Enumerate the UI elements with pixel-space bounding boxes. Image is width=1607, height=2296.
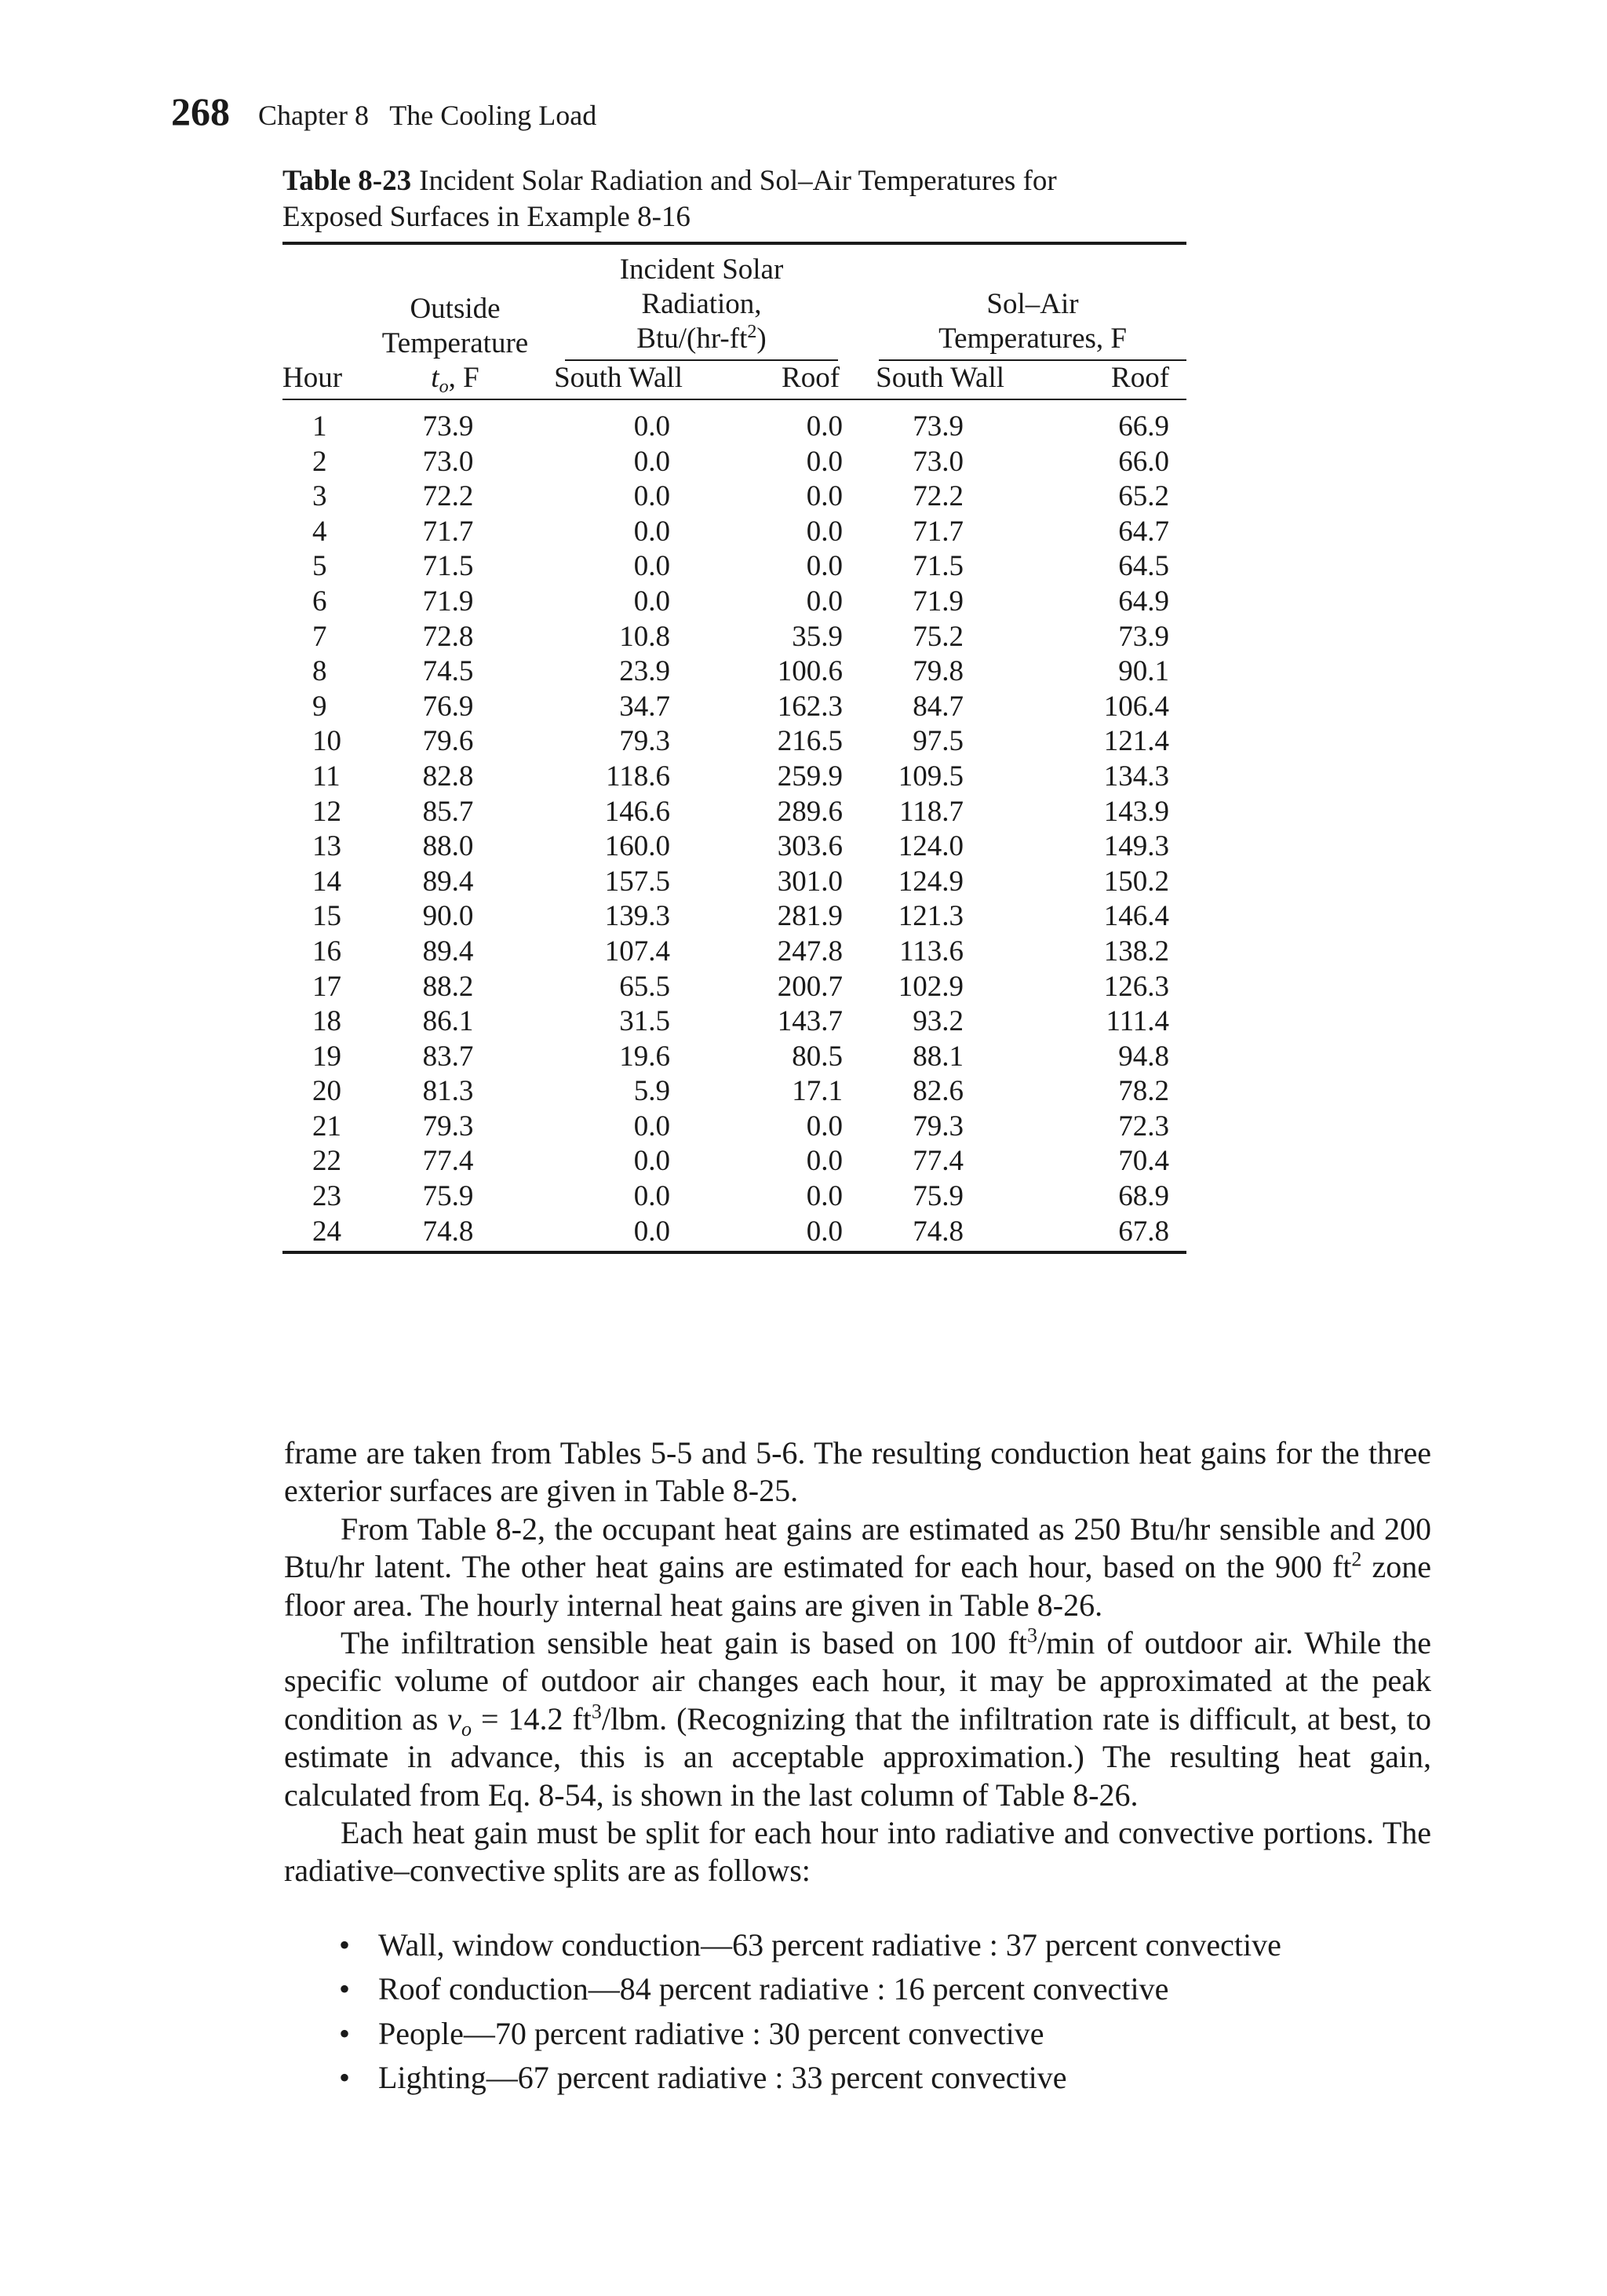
header-sol-air — [847, 243, 1186, 361]
cell-solair-roof: 64.7 — [1118, 515, 1170, 548]
bullet-icon: • — [339, 2060, 351, 2096]
cell-solair-south-wall: 71.9 — [913, 585, 964, 618]
header-empty — [282, 243, 377, 361]
cell-solair-south-wall: 109.5 — [898, 760, 964, 793]
cell-hour: 17 — [312, 970, 341, 1003]
header-solair-roof: Roof — [1020, 361, 1186, 399]
cell-outside-temp: 73.9 — [422, 410, 474, 443]
page-number: 268 — [171, 89, 230, 133]
cell-solar-south-wall: 0.0 — [534, 1215, 714, 1253]
table-row — [282, 620, 1186, 655]
cell-solar-south-wall: 0.0 — [633, 1180, 670, 1213]
bullet-icon: • — [339, 1926, 351, 1963]
cell-hour: 12 — [312, 795, 341, 828]
cell-hour: 1 — [312, 410, 327, 443]
table-block — [282, 163, 1186, 1254]
cell-solar-roof: 200.7 — [777, 970, 844, 1003]
cell-outside-temp: 72.8 — [422, 620, 474, 653]
cell-solar-roof: 216.5 — [777, 725, 844, 758]
cell-outside-temp: 76.9 — [422, 690, 474, 723]
header-solar-south-wall: South Wall — [534, 361, 714, 399]
cell-outside-temp: 74.5 — [422, 655, 474, 688]
paragraph-1: frame are taken from Tables 5-5 and 5-6. The resulting conduction heat gains for the three exterior surfaces are given in Table 8-25. — [284, 1435, 1431, 1509]
cell-solar-roof: 0.0 — [806, 515, 844, 548]
cell-solair-south-wall: 79.3 — [913, 1110, 964, 1143]
cell-solar-roof: 0.0 — [806, 550, 844, 583]
cell-solair-roof: 90.1 — [1118, 655, 1170, 688]
cell-outside-temp: 89.4 — [422, 865, 474, 898]
cell-solair-south-wall: 73.9 — [913, 410, 964, 443]
table-row — [282, 1179, 1186, 1215]
cell-solar-south-wall: 31.5 — [619, 1005, 670, 1038]
cell-solair-roof: 138.2 — [1103, 935, 1170, 968]
cell-solar-south-wall: 0.0 — [633, 480, 670, 513]
cell-solair-south-wall: 79.8 — [913, 655, 964, 688]
cell-solar-roof: 0.0 — [806, 1180, 844, 1213]
paragraph-4: Each heat gain must be split for each hour into radiative and convective portions. The radiative–convective splits are as follows: — [284, 1815, 1431, 1889]
cell-hour: 8 — [312, 655, 327, 688]
cell-solair-south-wall: 118.7 — [899, 795, 964, 828]
cell-outside-temp: 77.4 — [422, 1145, 474, 1178]
cell-solair-south-wall: 124.0 — [898, 830, 964, 863]
table-title-line1: Incident Solar Radiation and Sol–Air Temperatures for — [419, 165, 1057, 197]
cell-outside-temp: 90.0 — [422, 900, 474, 933]
cell-solair-roof: 111.4 — [1106, 1005, 1170, 1038]
header-solair-south-wall: South Wall — [847, 361, 1020, 399]
solair-group-rule — [879, 359, 1186, 361]
cell-solar-south-wall: 19.6 — [619, 1040, 670, 1073]
cell-hour: 10 — [312, 725, 341, 758]
cell-solair-south-wall: 88.1 — [913, 1040, 964, 1073]
cell-hour: 14 — [312, 865, 341, 898]
cell-outside-temp: 85.7 — [422, 795, 474, 828]
table-row — [282, 1110, 1186, 1145]
cell-solair-roof: 106.4 — [1103, 690, 1170, 723]
cell-hour: 15 — [312, 900, 341, 933]
header-outside-line2: Temperature — [381, 327, 529, 359]
table-row — [282, 479, 1186, 515]
running-head — [171, 88, 596, 139]
table-row — [282, 1215, 1186, 1253]
cell-outside-temp: 89.4 — [422, 935, 474, 968]
table-row — [282, 445, 1186, 480]
cell-solar-south-wall: 0.0 — [633, 515, 670, 548]
header-solair-line1: Sol–Air — [986, 288, 1079, 320]
cell-outside-temp: 88.2 — [422, 970, 474, 1003]
cell-solair-roof: 68.9 — [1118, 1180, 1170, 1213]
header-solar-line2: Radiation, — [641, 288, 762, 320]
cell-hour: 19 — [312, 1040, 341, 1073]
cell-solar-south-wall: 34.7 — [619, 690, 670, 723]
cell-solair-south-wall: 73.0 — [913, 445, 964, 478]
cell-solair-south-wall: 102.9 — [898, 970, 964, 1003]
table-row — [282, 585, 1186, 620]
cell-solar-roof: 17.1 — [792, 1075, 844, 1108]
split-list — [284, 1923, 1431, 2101]
cell-hour: 22 — [312, 1145, 341, 1178]
cell-solar-south-wall: 157.5 — [604, 865, 670, 898]
cell-solair-south-wall: 93.2 — [913, 1005, 964, 1038]
cell-solar-roof: 143.7 — [777, 1005, 844, 1038]
cell-hour: 20 — [312, 1075, 341, 1108]
cell-solair-roof: 150.2 — [1103, 865, 1170, 898]
cell-hour: 7 — [312, 620, 327, 653]
cell-solar-roof: 0.0 — [806, 480, 844, 513]
cell-solar-roof: 259.9 — [777, 760, 844, 793]
cell-outside-temp: 83.7 — [422, 1040, 474, 1073]
cell-solair-south-wall: 71.7 — [913, 515, 964, 548]
table-row — [282, 899, 1186, 935]
cell-solar-roof: 100.6 — [777, 655, 844, 688]
cell-solair-roof: 73.9 — [1118, 620, 1170, 653]
cell-solar-south-wall: 0.0 — [633, 445, 670, 478]
cell-solar-roof: 289.6 — [777, 795, 844, 828]
cell-solar-south-wall: 146.6 — [604, 795, 670, 828]
header-solair-line2: Temperatures, F — [938, 323, 1127, 355]
table-label: Table 8-23 — [282, 165, 412, 197]
cell-hour: 3 — [312, 480, 327, 513]
cell-solar-south-wall: 65.5 — [619, 970, 670, 1003]
header-solar-line1: Incident Solar — [619, 253, 784, 286]
cell-hour: 6 — [312, 585, 327, 618]
table-row — [282, 1004, 1186, 1040]
list-item: • Roof conduction—84 percent radiative : 16 percent convective — [339, 1967, 1431, 2012]
cell-solair-roof: 66.0 — [1118, 445, 1170, 478]
cell-outside-temp: 71.5 — [422, 550, 474, 583]
cell-solair-roof: 70.4 — [1118, 1145, 1170, 1178]
header-outside-temperature — [377, 243, 534, 361]
table-title-line2: Exposed Surfaces in Example 8-16 — [282, 201, 691, 233]
cell-solar-south-wall: 0.0 — [633, 585, 670, 618]
cell-solar-south-wall: 139.3 — [604, 900, 670, 933]
cell-solair-roof: 94.8 — [1118, 1040, 1170, 1073]
cell-outside-temp: 73.0 — [422, 445, 474, 478]
cell-outside-temp: 79.6 — [422, 725, 474, 758]
cell-outside-temp: 72.2 — [422, 480, 474, 513]
cell-solar-south-wall: 23.9 — [619, 655, 670, 688]
list-item: • Lighting—67 percent radiative : 33 percent convective — [339, 2056, 1431, 2101]
cell-hour: 11 — [312, 760, 341, 793]
header-outside-symbol: $t_o$, F — [377, 361, 534, 399]
cell-outside-temp: 79.3 — [422, 1110, 474, 1143]
table-row — [282, 515, 1186, 550]
cell-outside-temp: 81.3 — [422, 1075, 474, 1108]
cell-solar-south-wall: 0.0 — [633, 1145, 670, 1178]
cell-solair-south-wall: 72.2 — [913, 480, 964, 513]
cell-solar-roof: 0.0 — [806, 445, 844, 478]
table-row — [282, 1040, 1186, 1075]
cell-solar-roof: 162.3 — [777, 690, 844, 723]
cell-solar-roof: 301.0 — [777, 865, 844, 898]
cell-hour: 24 — [282, 1215, 377, 1253]
cell-outside-temp: 82.8 — [422, 760, 474, 793]
table-row — [282, 1074, 1186, 1110]
cell-solair-south-wall: 97.5 — [913, 725, 964, 758]
table-row — [282, 970, 1186, 1005]
table-row — [282, 654, 1186, 690]
cell-solair-south-wall: 82.6 — [913, 1075, 964, 1108]
cell-hour: 2 — [312, 445, 327, 478]
paragraph-3: The infiltration sensible heat gain is based on 100 $ft^3/\min$ of outdoor air. While the specific volume of outdoor air changes each hour, it may be approximated at the peak condition as $v_o = 14.2$ $ft^3$/lbm. (Recognizing that the infiltration rate is difficult, at best, to estimate in advance, this is an acceptable approximation.) The resulting heat gain, calculated from Eq. 8-54, is shown in the last column of Table 8-26. — [284, 1624, 1432, 1813]
cell-solair-south-wall: 71.5 — [913, 550, 964, 583]
cell-solar-south-wall: 0.0 — [633, 410, 670, 443]
cell-solar-roof: 0.0 — [806, 1110, 844, 1143]
cell-hour: 13 — [312, 830, 341, 863]
table-body — [282, 399, 1186, 1252]
cell-solar-south-wall: 79.3 — [619, 725, 670, 758]
header-hour: Hour — [282, 361, 377, 399]
paragraph-2: From Table 8-2, the occupant heat gains are estimated as 250 Btu/hr sensible and 200 Btu/hr latent. The other heat gains are estimated for each hour, based on the 900 $ft^2$ zone floor area. The hourly internal heat gains are given in Table 8-26. — [284, 1511, 1431, 1623]
cell-solair-south-wall: 121.3 — [898, 900, 964, 933]
cell-solar-roof: 0.0 — [714, 1215, 847, 1253]
table-row — [282, 865, 1186, 900]
cell-solar-south-wall: 5.9 — [633, 1075, 670, 1108]
bullet-icon: • — [339, 1971, 351, 2007]
cell-outside-temp: 71.9 — [422, 585, 474, 618]
table-row — [282, 549, 1186, 585]
body-text — [284, 1434, 1431, 2101]
cell-outside-temp: 86.1 — [422, 1005, 474, 1038]
cell-solar-south-wall: 160.0 — [604, 830, 670, 863]
cell-solair-roof: 67.8 — [1020, 1215, 1186, 1253]
cell-solar-roof: 0.0 — [806, 1145, 844, 1178]
cell-solair-roof: 143.9 — [1103, 795, 1170, 828]
table-row — [282, 795, 1186, 830]
cell-hour: 4 — [312, 515, 327, 548]
cell-solair-roof: 126.3 — [1103, 970, 1170, 1003]
table-row — [282, 829, 1186, 865]
table-row — [282, 760, 1186, 795]
cell-solar-roof: 0.0 — [806, 585, 844, 618]
cell-hour: 9 — [312, 690, 327, 723]
cell-solair-roof: 134.3 — [1103, 760, 1170, 793]
cell-solair-roof: 121.4 — [1103, 725, 1170, 758]
cell-solar-south-wall: 10.8 — [619, 620, 670, 653]
cell-outside-temp: 71.7 — [422, 515, 474, 548]
running-title: Chapter 8 The Cooling Load — [258, 100, 597, 131]
cell-solar-roof: 303.6 — [777, 830, 844, 863]
cell-outside-temp: 88.0 — [422, 830, 474, 863]
table-row — [282, 724, 1186, 760]
cell-solar-south-wall: 0.0 — [633, 550, 670, 583]
cell-solair-south-wall: 113.6 — [899, 935, 964, 968]
cell-solair-roof: 65.2 — [1118, 480, 1170, 513]
cell-solair-roof: 146.4 — [1103, 900, 1170, 933]
header-solar-roof: Roof — [714, 361, 847, 399]
cell-solair-roof: 64.5 — [1118, 550, 1170, 583]
cell-hour: 21 — [312, 1110, 341, 1143]
cell-solar-roof: 35.9 — [792, 620, 844, 653]
header-outside-line1: Outside — [410, 293, 501, 325]
cell-solar-south-wall: 0.0 — [633, 1110, 670, 1143]
cell-outside-temp: 75.9 — [422, 1180, 474, 1213]
cell-solair-roof: 64.9 — [1118, 585, 1170, 618]
cell-solair-south-wall: 124.9 — [898, 865, 964, 898]
table-caption — [282, 163, 1186, 235]
list-item: • Wall, window conduction—63 percent radiative : 37 percent convective — [339, 1923, 1431, 1968]
cell-hour: 16 — [312, 935, 341, 968]
cell-hour: 23 — [312, 1180, 341, 1213]
header-solar-line3: Btu/$(hr-ft^2)$ — [636, 321, 767, 355]
header-incident-solar — [534, 243, 847, 361]
cell-solair-south-wall: 75.9 — [913, 1180, 964, 1213]
cell-solair-roof: 66.9 — [1118, 410, 1170, 443]
cell-outside-temp: 74.8 — [377, 1215, 534, 1253]
cell-solair-roof: 149.3 — [1103, 830, 1170, 863]
data-table — [282, 242, 1186, 1254]
cell-solair-south-wall: 77.4 — [913, 1145, 964, 1178]
cell-solair-south-wall: 84.7 — [913, 690, 964, 723]
cell-solar-roof: 247.8 — [777, 935, 844, 968]
table-row — [282, 1144, 1186, 1179]
cell-hour: 18 — [312, 1005, 341, 1038]
cell-solar-roof: 281.9 — [777, 900, 844, 933]
cell-solair-south-wall: 74.8 — [847, 1215, 1020, 1253]
cell-solair-south-wall: 75.2 — [913, 620, 964, 653]
cell-solar-roof: 80.5 — [792, 1040, 844, 1073]
cell-solar-south-wall: 118.6 — [606, 760, 670, 793]
table-row — [282, 399, 1186, 445]
list-item: • People—70 percent radiative : 30 percent convective — [339, 2012, 1431, 2057]
cell-solair-roof: 72.3 — [1118, 1110, 1170, 1143]
cell-solair-roof: 78.2 — [1118, 1075, 1170, 1108]
table-row — [282, 935, 1186, 970]
solar-group-rule — [565, 359, 838, 361]
cell-hour: 5 — [312, 550, 327, 583]
cell-solar-south-wall: 107.4 — [604, 935, 670, 968]
table-row — [282, 690, 1186, 725]
cell-solar-roof: 0.0 — [806, 410, 844, 443]
bullet-icon: • — [339, 2015, 351, 2051]
